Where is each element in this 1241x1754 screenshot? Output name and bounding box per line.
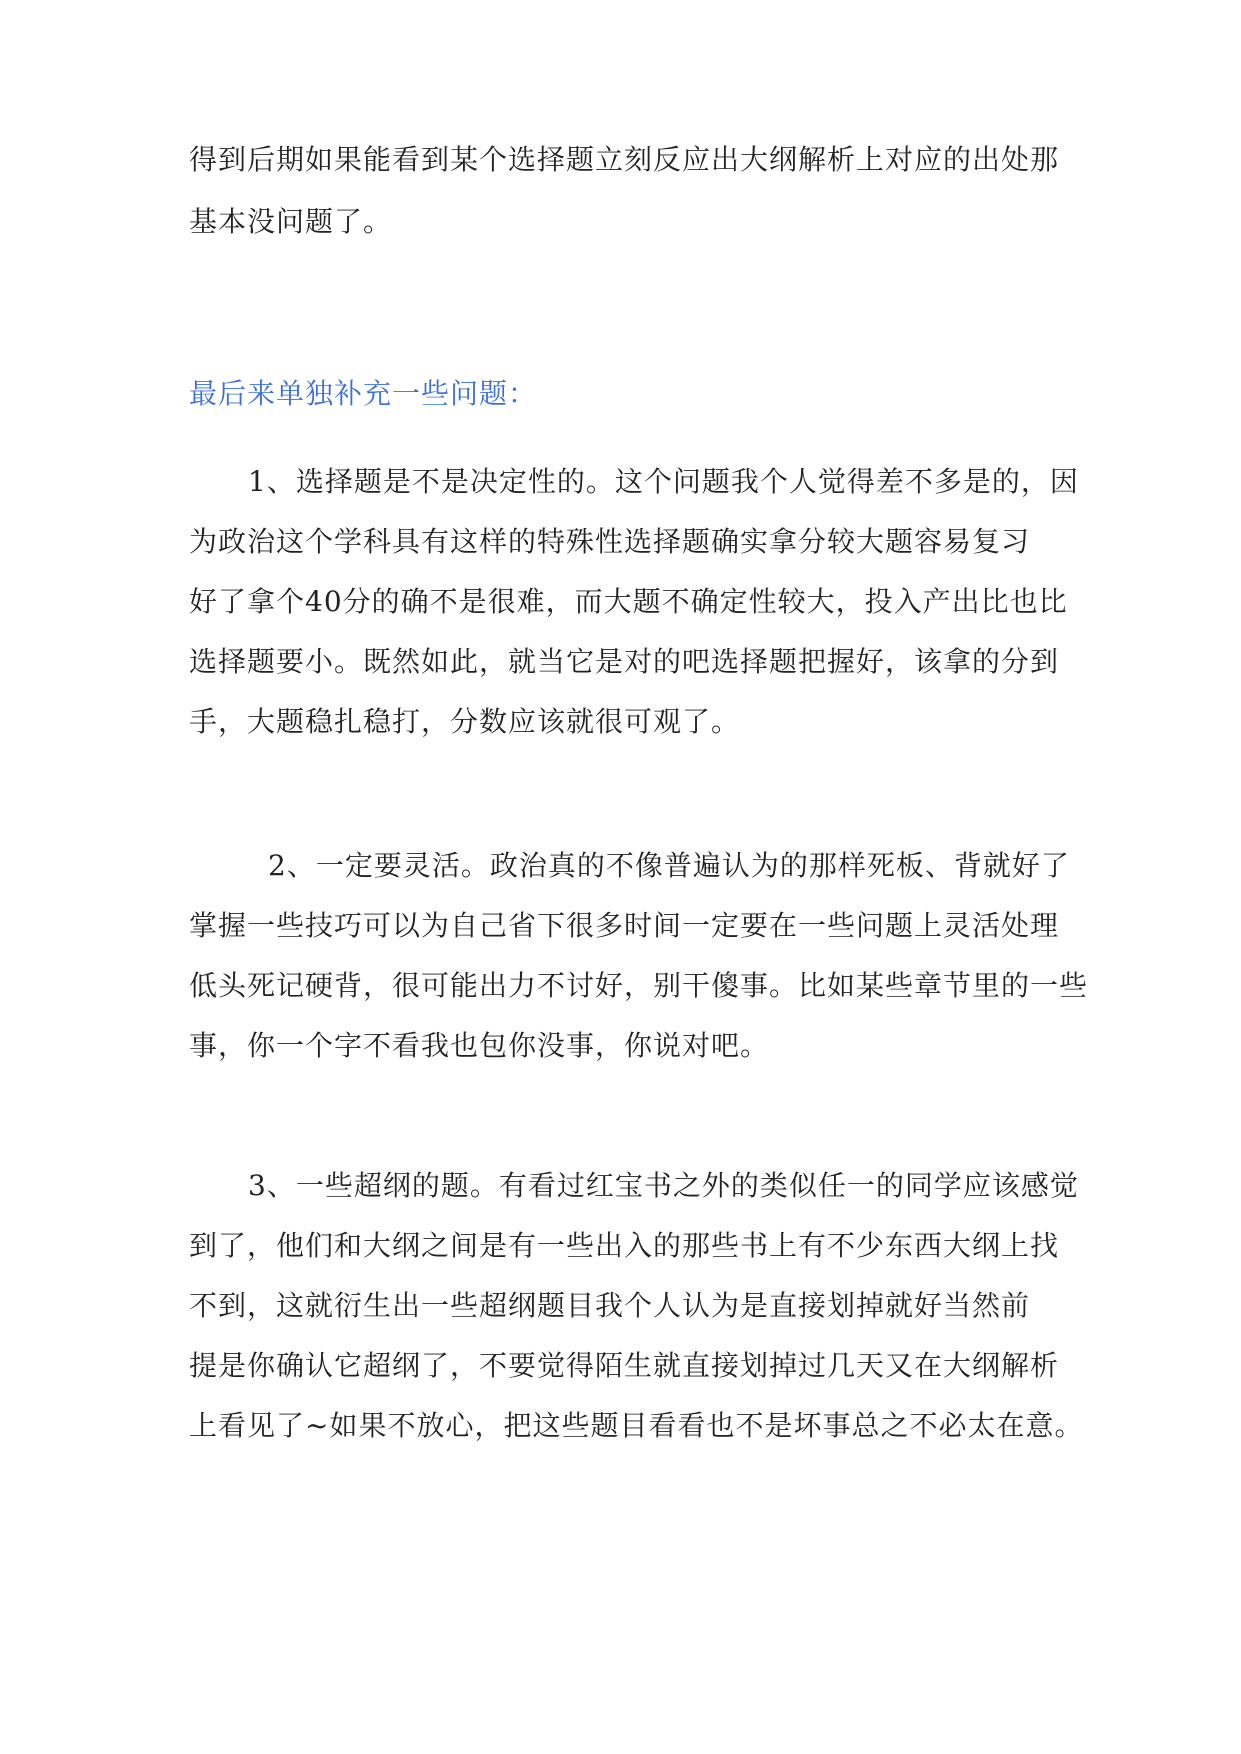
item-3-line-4: 提是你确认它超纲了，不要觉得陌生就直接划掉过几天又在大纲解析 <box>189 1349 1060 1382</box>
item-2-line-4: 事，你一个字不看我也包你没事，你说对吧。 <box>189 1029 770 1062</box>
item-1-line-1: 1、选择题是不是决定性的。这个问题我个人觉得差不多是的，因 <box>248 465 1079 498</box>
item-1-line-4: 选择题要小。既然如此，就当它是对的吧选择题把握好，该拿的分到 <box>189 645 1060 678</box>
item-2-line-2: 掌握一些技巧可以为自己省下很多时间一定要在一些问题上灵活处理 <box>189 909 1060 942</box>
item-1-line-5: 手，大题稳扎稳打，分数应该就很可观了。 <box>189 705 741 738</box>
item-1-line-3: 好了拿个40分的确不是很难，而大题不确定性较大，投入产出比也比 <box>189 585 1068 618</box>
item-1-line-2: 为政治这个学科具有这样的特殊性选择题确实拿分较大题容易复习 <box>189 525 1031 558</box>
item-3-line-2: 到了，他们和大纲之间是有一些出入的那些书上有不少东西大纲上找 <box>189 1229 1060 1262</box>
intro-line-1: 得到后期如果能看到某个选择题立刻反应出大纲解析上对应的出处那 <box>189 143 1060 176</box>
section-heading: 最后来单独补充一些问题： <box>189 377 538 410</box>
item-3-line-3: 不到，这就衍生出一些超纲题目我个人认为是直接划掉就好当然前 <box>189 1289 1031 1322</box>
intro-line-2: 基本没问题了。 <box>189 205 393 238</box>
item-3-line-5: 上看见了~如果不放心，把这些题目看看也不是坏事总之不必太在意。 <box>189 1409 1084 1442</box>
item-3-line-1: 3、一些超纲的题。有看过红宝书之外的类似任一的同学应该感觉 <box>248 1169 1079 1202</box>
item-2-line-3: 低头死记硬背，很可能出力不讨好，别干傻事。比如某些章节里的一些 <box>189 969 1089 1002</box>
item-2-line-1: 2、一定要灵活。政治真的不像普遍认为的那样死板、背就好了 <box>268 849 1070 882</box>
